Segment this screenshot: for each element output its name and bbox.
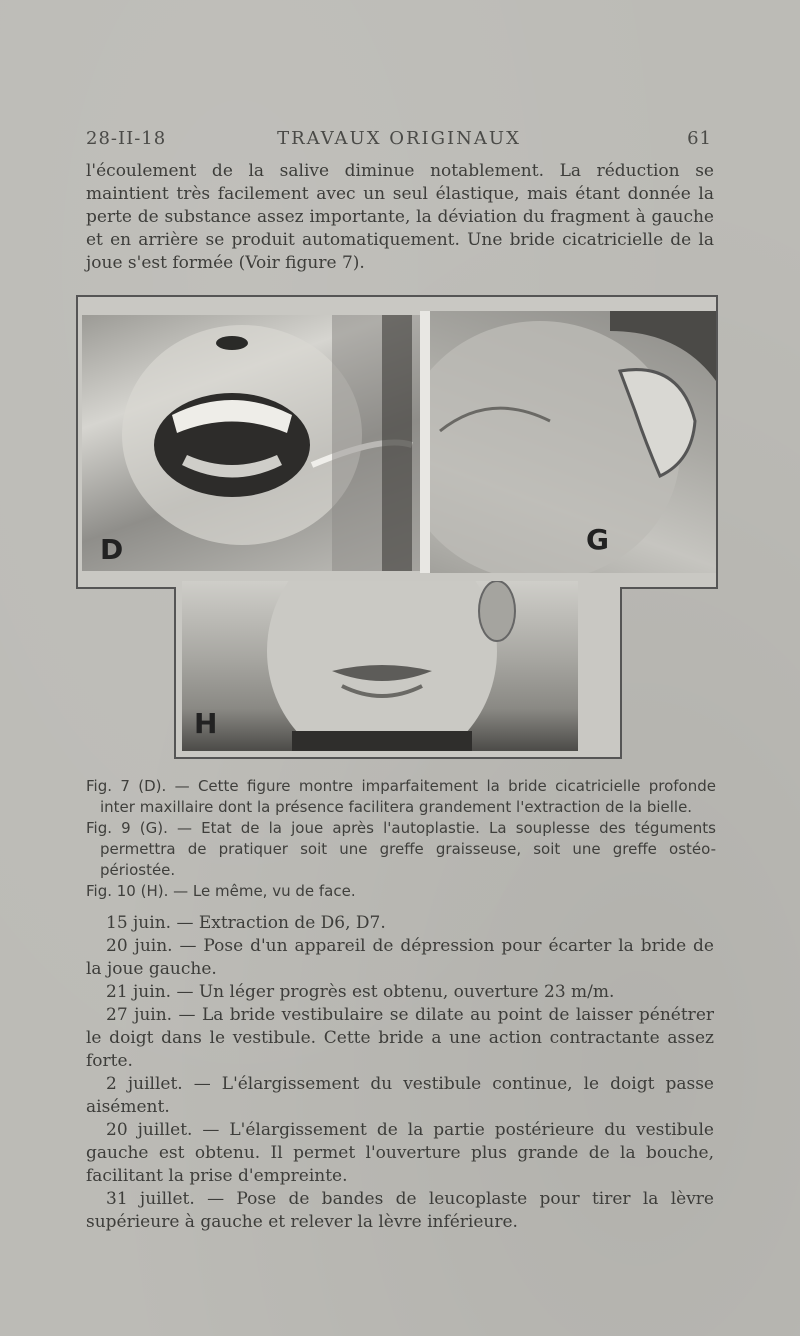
log-entry-27-juin: 27 juin. — La bride vestibulaire se dilate au point de laisser pénétrer le doigt dans le vestibule. Cette bride a une action contractante assez forte. xyxy=(86,1005,714,1071)
figure-plate xyxy=(76,295,718,765)
log-entry-20-juin: 20 juin. — Pose d'un appareil de dépression pour écarter la bride de la joue gauche. xyxy=(86,936,714,979)
intro-paragraph-block xyxy=(86,160,714,275)
figure-label-g: G xyxy=(586,523,609,556)
figure-top-panel xyxy=(76,295,718,589)
photo-g xyxy=(430,311,716,573)
figure-label-d: D xyxy=(100,533,124,566)
header-date: 28-II-18 xyxy=(86,128,167,149)
log-entry-2-juillet: 2 juillet. — L'élargissement du vestibule continue, le doigt passe aisément. xyxy=(86,1074,714,1117)
photo-h xyxy=(182,581,578,751)
photo-divider xyxy=(420,311,430,573)
figure-label-h: H xyxy=(194,707,218,740)
page-number: 61 xyxy=(687,128,712,149)
photo-h-drawing xyxy=(182,581,578,751)
photo-g-drawing xyxy=(430,311,716,573)
caption-fig-10: Fig. 10 (H). — Le même, vu de face. xyxy=(86,882,356,900)
intro-paragraph: l'écoulement de la salive diminue notablement. La réduction se maintient très facilement avec un seul élastique, mais étant donnée la perte de substance assez importante, la déviation du fragment à gauche et en arrière se produit automatiquement. Une bride cicatricielle de la joue s'est formée (Voir figure 7). xyxy=(86,161,714,273)
header-title: TRAVAUX ORIGINAUX xyxy=(277,128,521,149)
log-entry-15-juin: 15 juin. — Extraction de D6, D7. xyxy=(106,913,386,933)
photo-d xyxy=(82,315,420,571)
log-entry-31-juillet: 31 juillet. — Pose de bandes de leucoplaste pour tirer la lèvre supérieure à gauche et relever la lèvre inférieure. xyxy=(86,1189,714,1232)
caption-fig-7: Fig. 7 (D). — Cette figure montre imparfaitement la bride cicatricielle profonde inter maxillaire dont la présence facilitera grandement l'extraction de la bielle. xyxy=(86,777,716,816)
treatment-log xyxy=(86,912,714,1234)
log-entry-20-juillet: 20 juillet. — L'élargissement de la partie postérieure du vestibule gauche est obtenu. Il permet l'ouverture plus grande de la bouche, facilitant la prise d'empreinte. xyxy=(86,1120,714,1186)
running-header xyxy=(86,128,712,152)
caption-fig-9: Fig. 9 (G). — Etat de la joue après l'autoplastie. La souplesse des téguments permettra de pratiquer soit une greffe graisseuse, soit une greffe ostéo-périostée. xyxy=(86,819,716,879)
photo-d-drawing xyxy=(82,315,420,571)
figure-captions xyxy=(86,776,716,902)
figure-bottom-panel xyxy=(174,587,622,759)
log-entry-21-juin: 21 juin. — Un léger progrès est obtenu, ouverture 23 m/m. xyxy=(106,982,615,1002)
